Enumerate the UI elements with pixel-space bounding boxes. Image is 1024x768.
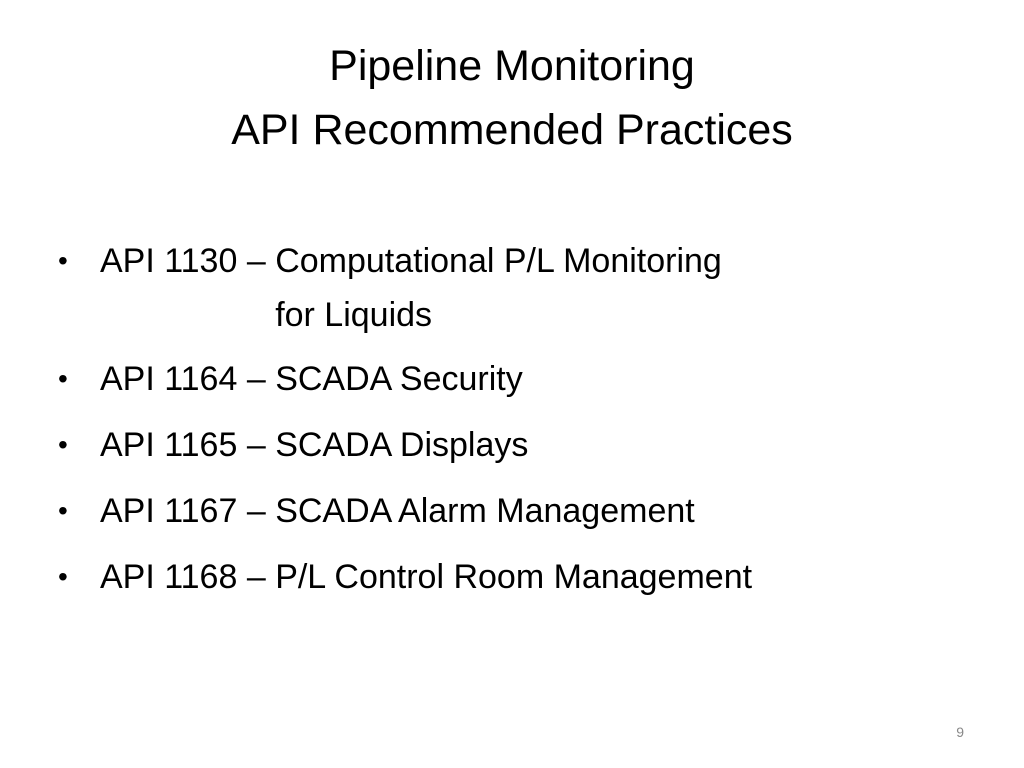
title-line-2: API Recommended Practices <box>231 106 793 154</box>
standard-code: API 1168 <box>100 558 238 596</box>
standard-description <box>275 356 875 402</box>
description-line: SCADA Security <box>275 360 523 398</box>
separator: – <box>237 558 276 596</box>
standard-description <box>275 488 875 534</box>
title-line-1: Pipeline Monitoring <box>329 42 695 90</box>
separator: – <box>237 242 276 280</box>
bullet-item <box>58 356 958 402</box>
slide-title <box>0 34 1024 162</box>
bullet-dot-icon: • <box>58 429 68 460</box>
page-number: 9 <box>956 724 964 740</box>
description-line: SCADA Displays <box>275 426 529 464</box>
bullet-item <box>58 422 958 468</box>
bullet-dot-icon: • <box>58 561 68 592</box>
standard-code: API 1130 <box>100 242 238 280</box>
standard-code: API 1167 <box>100 492 238 530</box>
standard-description <box>275 422 875 468</box>
description-line: P/L Control Room Management <box>275 558 753 596</box>
bullet-dot-icon: • <box>58 245 68 276</box>
standard-code: API 1165 <box>100 426 238 464</box>
bullet-list <box>58 238 958 620</box>
bullet-dot-icon: • <box>58 363 68 394</box>
separator: – <box>237 426 276 464</box>
separator: – <box>237 492 276 530</box>
description-line: for Liquids <box>275 296 433 334</box>
description-line: SCADA Alarm Management <box>275 492 695 530</box>
bullet-dot-icon: • <box>58 495 68 526</box>
standard-description <box>275 238 875 338</box>
description-line: Computational P/L Monitoring <box>275 242 722 280</box>
standard-description <box>275 554 875 600</box>
bullet-item <box>58 488 958 534</box>
bullet-item <box>58 554 958 600</box>
separator: – <box>237 360 276 398</box>
bullet-item <box>58 238 958 338</box>
standard-code: API 1164 <box>100 360 238 398</box>
